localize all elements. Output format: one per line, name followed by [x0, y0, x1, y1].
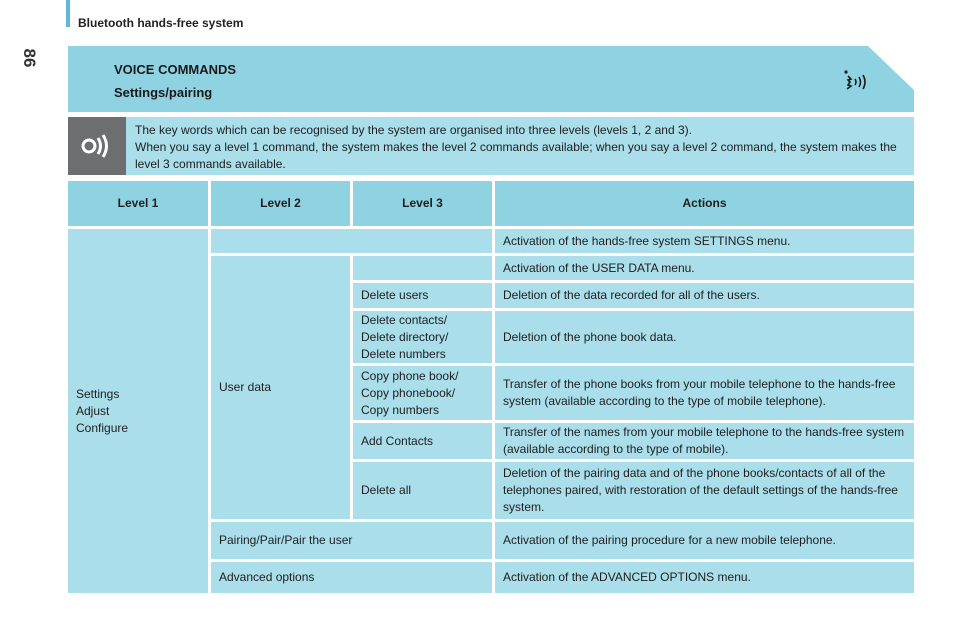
- intro-icon-box: [68, 117, 126, 175]
- level3-delete-all: Delete all: [353, 462, 492, 519]
- settings-action: Activation of the hands-free system SETTINGS menu.: [495, 229, 914, 253]
- level2-pairing: Pairing/Pair/Pair the user: [211, 522, 492, 559]
- section-title: Bluetooth hands-free system: [78, 16, 244, 30]
- intro-line-2: When you say a level 1 command, the system makes the level 2 commands available; when you say a level 2 command, the system makes the level 3 commands available.: [135, 140, 897, 171]
- page-number: 86: [20, 48, 39, 68]
- add-contacts-action: Transfer of the names from your mobile telephone to the hands-free system (available according to the type of mobile).: [495, 423, 914, 459]
- intro-line-1: The key words which can be recognised by the system are organised into three levels (levels 1, 2 and 3).: [135, 123, 692, 137]
- settings-blank: [211, 229, 492, 253]
- copy-phonebook-action: Transfer of the phone books from your mobile telephone to the hands-free system (available according to the type of mobile telephone).: [495, 366, 914, 420]
- header-actions: Actions: [495, 181, 914, 226]
- user-data-action: Activation of the USER DATA menu.: [495, 256, 914, 280]
- banner-title: VOICE COMMANDS: [114, 62, 237, 77]
- level2-user-data: User data: [211, 256, 350, 519]
- voice-commands-banner: [68, 46, 914, 112]
- header-level-1: Level 1: [68, 181, 208, 226]
- banner-subtitle: Settings/pairing: [114, 85, 213, 100]
- speaker-sound-icon: [80, 131, 114, 161]
- level3-copy-phonebook: Copy phone book/ Copy phonebook/ Copy numbers: [353, 366, 492, 420]
- delete-all-action: Deletion of the pairing data and of the phone books/contacts of all of the telephones paired, with restoration of the default settings of the hands-free system.: [495, 462, 914, 519]
- voice-command-icon: [840, 68, 870, 94]
- user-data-blank: [353, 256, 492, 280]
- level3-add-contacts: Add Contacts: [353, 423, 492, 459]
- pairing-action: Activation of the pairing procedure for a new mobile telephone.: [495, 522, 914, 559]
- intro-text: [135, 122, 905, 173]
- level3-delete-contacts: Delete contacts/ Delete directory/ Delete numbers: [353, 311, 492, 363]
- section-accent-bar: [66, 0, 70, 27]
- header-level-2: Level 2: [211, 181, 350, 226]
- level1-settings: Settings Adjust Configure: [68, 229, 208, 593]
- delete-contacts-action: Deletion of the phone book data.: [495, 311, 914, 363]
- delete-users-action: Deletion of the data recorded for all of the users.: [495, 283, 914, 308]
- voice-commands-table: [68, 181, 914, 593]
- page-margin: [0, 0, 50, 640]
- header-level-3: Level 3: [353, 181, 492, 226]
- level2-advanced-options: Advanced options: [211, 562, 492, 593]
- advanced-options-action: Activation of the ADVANCED OPTIONS menu.: [495, 562, 914, 593]
- level3-delete-users: Delete users: [353, 283, 492, 308]
